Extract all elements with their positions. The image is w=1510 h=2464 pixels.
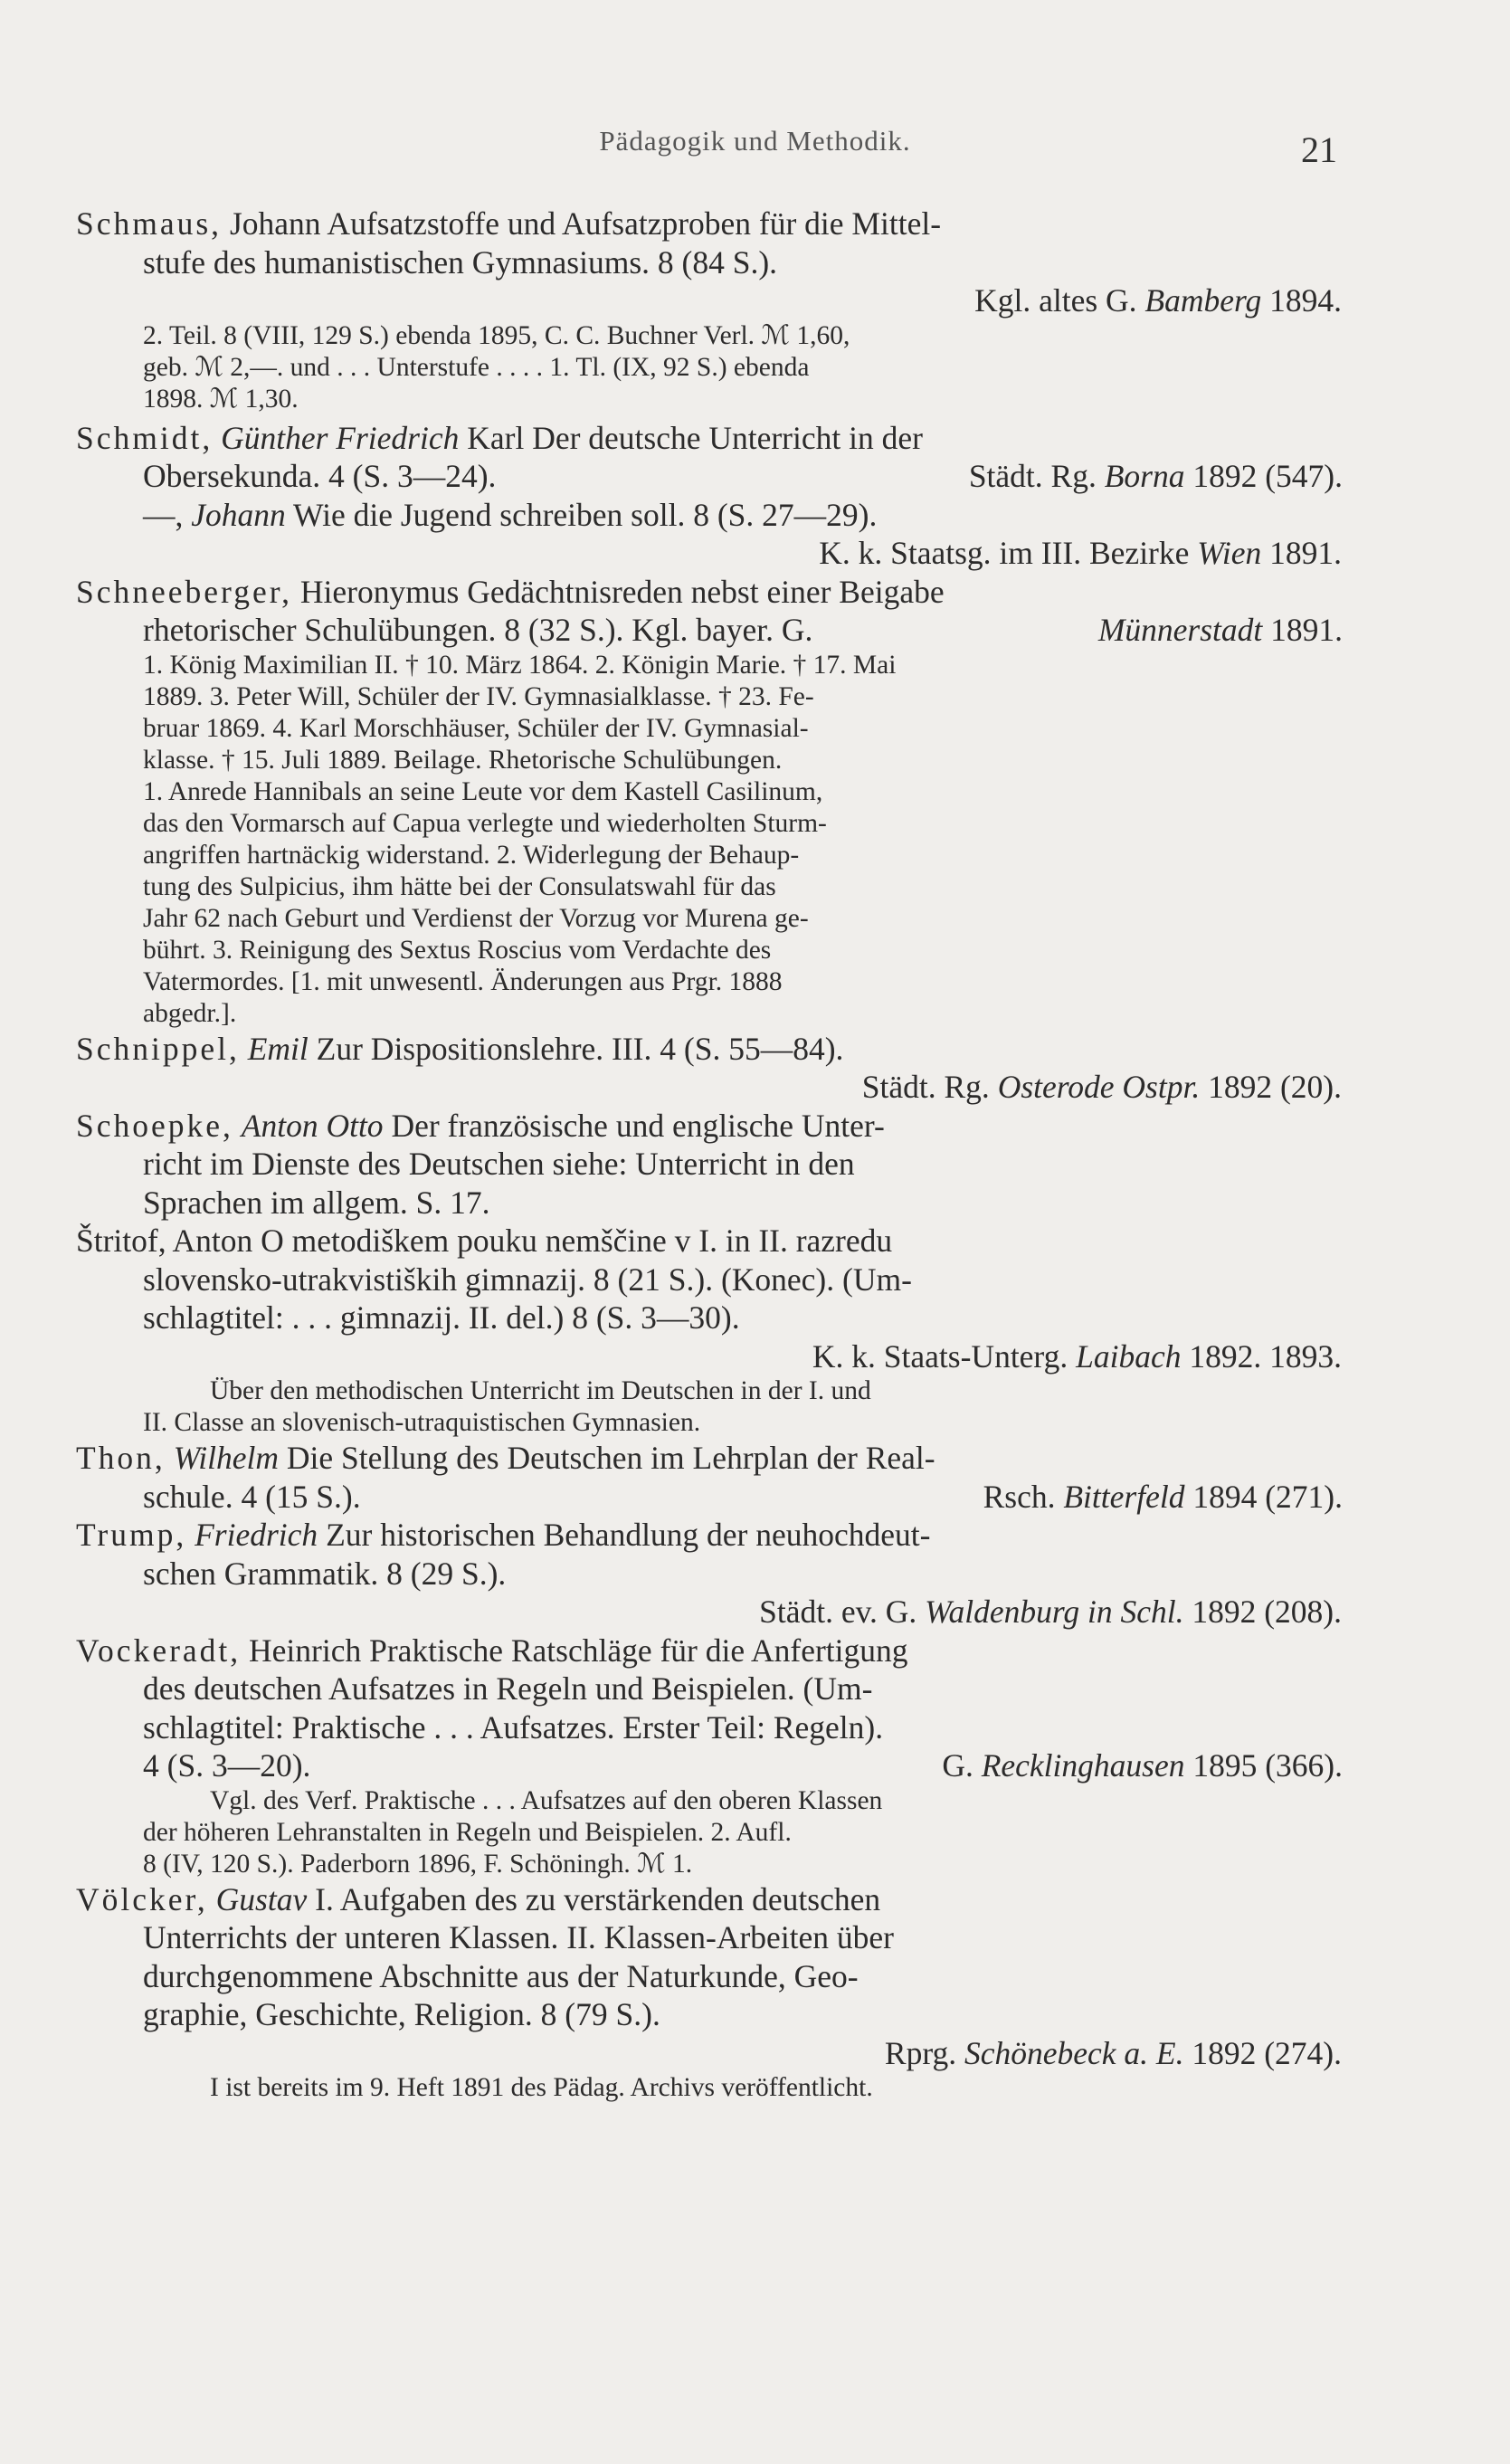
source-year: 1895 (366).: [1184, 1747, 1343, 1784]
entry-note: Vgl. des Verf. Praktische . . . Aufsatzes auf den oberen Klassen: [210, 1785, 883, 1815]
entry-line: [76, 1880, 1343, 1919]
given-name: Emil: [247, 1030, 309, 1067]
entry-text: schule. 4 (15 S.).: [143, 1478, 361, 1515]
entry-line: [76, 1030, 1343, 1069]
entry-line: slovensko-utrakvistiških gimnazij. 8 (21 S.). (Konec). (Um-: [143, 1261, 912, 1298]
entry-note: angriffen hartnäckig widerstand. 2. Widerlegung der Behaup-: [143, 840, 800, 870]
entry-line: graphie, Geschichte, Religion. 8 (79 S.).: [143, 1996, 660, 2032]
entry-line: Sprachen im allgem. S. 17.: [143, 1184, 490, 1221]
source-text: G.: [942, 1747, 982, 1784]
entry-line: schlagtitel: Praktische . . . Aufsatzes. Erster Teil: Regeln).: [143, 1708, 884, 1746]
entry-text: Der französische und englische Unter-: [383, 1107, 885, 1144]
author-name: Schmaus,: [76, 205, 223, 242]
entry-line: [76, 1478, 1343, 1517]
entry-line: [76, 205, 1343, 243]
given-name: Gustav: [215, 1880, 308, 1917]
source-year: 1894.: [1261, 282, 1342, 319]
entry-note: klasse. † 15. Juli 1889. Beilage. Rhetorische Schulübungen.: [143, 745, 783, 775]
entry-source: [76, 534, 1343, 573]
author-name: Schoepke,: [76, 1107, 233, 1144]
entry-line: durchgenommene Abschnitte aus der Naturkunde, Geo-: [143, 1957, 859, 1994]
entry-source: [942, 1746, 1343, 1785]
source-place: Borna: [1104, 458, 1185, 494]
source-year: 1894 (271).: [1184, 1478, 1343, 1515]
entry-source: [76, 1337, 1343, 1376]
source-place: Bamberg: [1144, 282, 1262, 319]
entry-voelcker: [76, 1880, 1343, 2105]
entry-line: schen Grammatik. 8 (29 S.).: [143, 1555, 507, 1592]
entry-note: geb. ℳ 2,—. und . . . Unterstufe . . . . 1. Tl. (IX, 92 S.) ebenda: [143, 352, 810, 382]
entry-source: [969, 457, 1343, 496]
source-text: Städt. Rg.: [861, 1069, 998, 1105]
entry-text: Anton O metodiškem pouku nemščine v I. in II. razredu: [172, 1222, 893, 1259]
author-name: Schneeberger,: [76, 573, 292, 610]
source-text: K. k. Staatsg. im III. Bezirke: [819, 535, 1198, 571]
entry-line: [76, 573, 1343, 612]
entry-schmaus: [76, 205, 1343, 415]
entry-line: [76, 611, 1343, 650]
given-name: Friedrich: [195, 1517, 318, 1553]
given-name: Johann: [191, 496, 286, 533]
author-name: Schmidt,: [76, 419, 214, 456]
entry-text: Wie die Jugend schreiben soll. 8 (S. 27—29).: [285, 496, 878, 533]
entry-source: [76, 1068, 1343, 1107]
entry-note: Über den methodischen Unterricht im Deutschen in der I. und: [210, 1376, 871, 1405]
entry-note: 1889. 3. Peter Will, Schüler der IV. Gymnasialklasse. † 23. Fe-: [143, 681, 814, 711]
source-year: 1892. 1893.: [1181, 1337, 1342, 1375]
entry-line: [76, 1516, 1343, 1555]
entry-line: Unterrichts der unteren Klassen. II. Klassen-Arbeiten über: [143, 1919, 895, 1955]
entry-line: [76, 1632, 1343, 1670]
entry-schmidt: [76, 419, 1343, 496]
entry-line: [76, 1746, 1343, 1785]
entry-line: [76, 1439, 1343, 1478]
source-place: Laibach: [1076, 1337, 1182, 1375]
entry-line: [76, 419, 1343, 458]
entry-note: das den Vormarsch auf Capua verlegte und wiederholten Sturm-: [143, 808, 827, 838]
source-place: Waldenburg in Schl.: [925, 1594, 1184, 1630]
source-text: Rprg.: [884, 2034, 964, 2071]
entry-line: [76, 1107, 1343, 1146]
entry-text: Zur Dispositionslehre. III. 4 (S. 55—84).: [308, 1030, 844, 1067]
given-name: Anton Otto: [241, 1107, 384, 1144]
entry-text: Obersekunda. 4 (S. 3—24).: [143, 458, 497, 494]
entry-source: [76, 2034, 1343, 2073]
source-place: Wien: [1197, 535, 1262, 571]
entry-note: Jahr 62 nach Geburt und Verdienst der Vorzug vor Murena ge-: [143, 903, 809, 933]
entry-line: des deutschen Aufsatzes in Regeln und Beispielen. (Um-: [143, 1670, 873, 1707]
entry-note: der höheren Lehranstalten in Regeln und Beispielen. 2. Aufl.: [143, 1817, 792, 1847]
entry-text: 4 (S. 3—20).: [143, 1747, 311, 1784]
entry-source: [983, 1478, 1343, 1517]
entry-note: 8 (IV, 120 S.). Paderborn 1896, F. Schöningh. ℳ 1.: [143, 1849, 693, 1879]
entry-text: Die Stellung des Deutschen im Lehrplan der Real-: [279, 1440, 935, 1476]
source-place: Schönebeck a. E.: [964, 2034, 1184, 2071]
author-name: Štritof,: [76, 1222, 166, 1259]
author-name: Vockeradt,: [76, 1632, 242, 1669]
entry-text: I. Aufgaben des zu verstärkenden deutschen: [307, 1880, 881, 1917]
entry-note: 1898. ℳ 1,30.: [143, 384, 299, 414]
entry-note: bührt. 3. Reinigung des Sextus Roscius vom Verdachte des: [143, 935, 772, 965]
entry-note: 2. Teil. 8 (VIII, 129 S.) ebenda 1895, C. C. Buchner Verl. ℳ 1,60,: [143, 320, 850, 350]
entry-note: Vatermordes. [1. mit unwesentl. Änderungen aus Prgr. 1888: [143, 966, 783, 996]
entry-text: Karl Der deutsche Unterricht in der: [459, 419, 923, 456]
source-year: 1892 (547).: [1184, 458, 1343, 494]
entry-schnippel: [76, 1030, 1343, 1107]
source-year: 1892 (274).: [1183, 2034, 1342, 2071]
page-number: 21: [1301, 129, 1337, 170]
entry-source: [76, 1593, 1343, 1632]
entry-stritof: [76, 1222, 1343, 1439]
entry-text: Heinrich Praktische Ratschläge für die Anfertigung: [249, 1632, 908, 1669]
entry-note: 1. Anrede Hannibals an seine Leute vor dem Kastell Casilinum,: [143, 776, 823, 806]
entry-note: 1. König Maximilian II. † 10. März 1864. 2. Königin Marie. † 17. Mai: [143, 650, 897, 680]
entry-note: tung des Sulpicius, ihm hätte bei der Consulatswahl für das: [143, 871, 776, 901]
entry-line: [76, 496, 1343, 535]
entry-schneeberger: [76, 573, 1343, 1030]
author-name: Schnippel,: [76, 1030, 240, 1067]
source-text: Städt. Rg.: [968, 458, 1105, 494]
entry-line: [76, 457, 1343, 496]
entry-schmidt-johann: [76, 496, 1343, 573]
entry-text: Zur historischen Behandlung der neuhochdeut-: [318, 1517, 931, 1553]
entry-trump: [76, 1516, 1343, 1632]
entry-note: bruar 1869. 4. Karl Morschhäuser, Schüler der IV. Gymnasial-: [143, 713, 809, 743]
entry-thon: [76, 1439, 1343, 1516]
source-year: 1891.: [1261, 535, 1342, 571]
source-place: Münnerstadt: [1097, 612, 1263, 648]
source-year: 1892 (208).: [1183, 1594, 1342, 1630]
entry-line: schlagtitel: . . . gimnazij. II. del.) 8 (S. 3—30).: [143, 1299, 740, 1336]
entry-text: rhetorischer Schulübungen. 8 (32 S.). Kgl. bayer. G.: [143, 612, 813, 648]
entry-line: [76, 1222, 1343, 1261]
source-place: Bitterfeld: [1063, 1478, 1185, 1515]
entry-schoepke: [76, 1107, 1343, 1222]
entry-line: richt im Dienste des Deutschen siehe: Unterricht in den: [143, 1146, 855, 1182]
author-name: Völcker,: [76, 1880, 208, 1917]
entry-source: [76, 281, 1343, 320]
source-year: 1892 (20).: [1200, 1069, 1342, 1105]
ditto-dash: —,: [143, 496, 192, 533]
source-text: K. k. Staats-Unterg.: [812, 1337, 1077, 1375]
entry-line: stufe des humanistischen Gymnasiums. 8 (84 S.).: [143, 243, 778, 281]
bibliography-list: [76, 205, 1343, 2104]
entry-note: I ist bereits im 9. Heft 1891 des Pädag. Archivs veröffentlicht.: [210, 2073, 873, 2102]
entry-vockeradt: [76, 1632, 1343, 1880]
source-text: Rsch.: [983, 1478, 1064, 1515]
source-place: Recklinghausen: [981, 1747, 1185, 1784]
source-year: 1891.: [1262, 612, 1343, 648]
entry-note: II. Classe an slovenisch-utraquistischen Gymnasien.: [143, 1408, 701, 1437]
entry-text: Johann Aufsatzstoffe und Aufsatzproben für die Mittel-: [229, 205, 942, 242]
entry-text: Hieronymus Gedächtnisreden nebst einer Beigabe: [299, 573, 945, 610]
author-name: Thon,: [76, 1440, 166, 1476]
source-text: Kgl. altes G.: [974, 282, 1145, 319]
given-name: Wilhelm: [173, 1440, 280, 1476]
author-name: Trump,: [76, 1517, 187, 1553]
running-header: Pädagogik und Methodik.: [599, 125, 911, 157]
entry-note: abgedr.].: [143, 998, 237, 1028]
given-name: Günther Friedrich: [221, 419, 460, 456]
source-text: Städt. ev. G.: [759, 1594, 926, 1630]
entry-source: [1098, 611, 1343, 650]
source-place: Osterode Ostpr.: [997, 1069, 1201, 1105]
